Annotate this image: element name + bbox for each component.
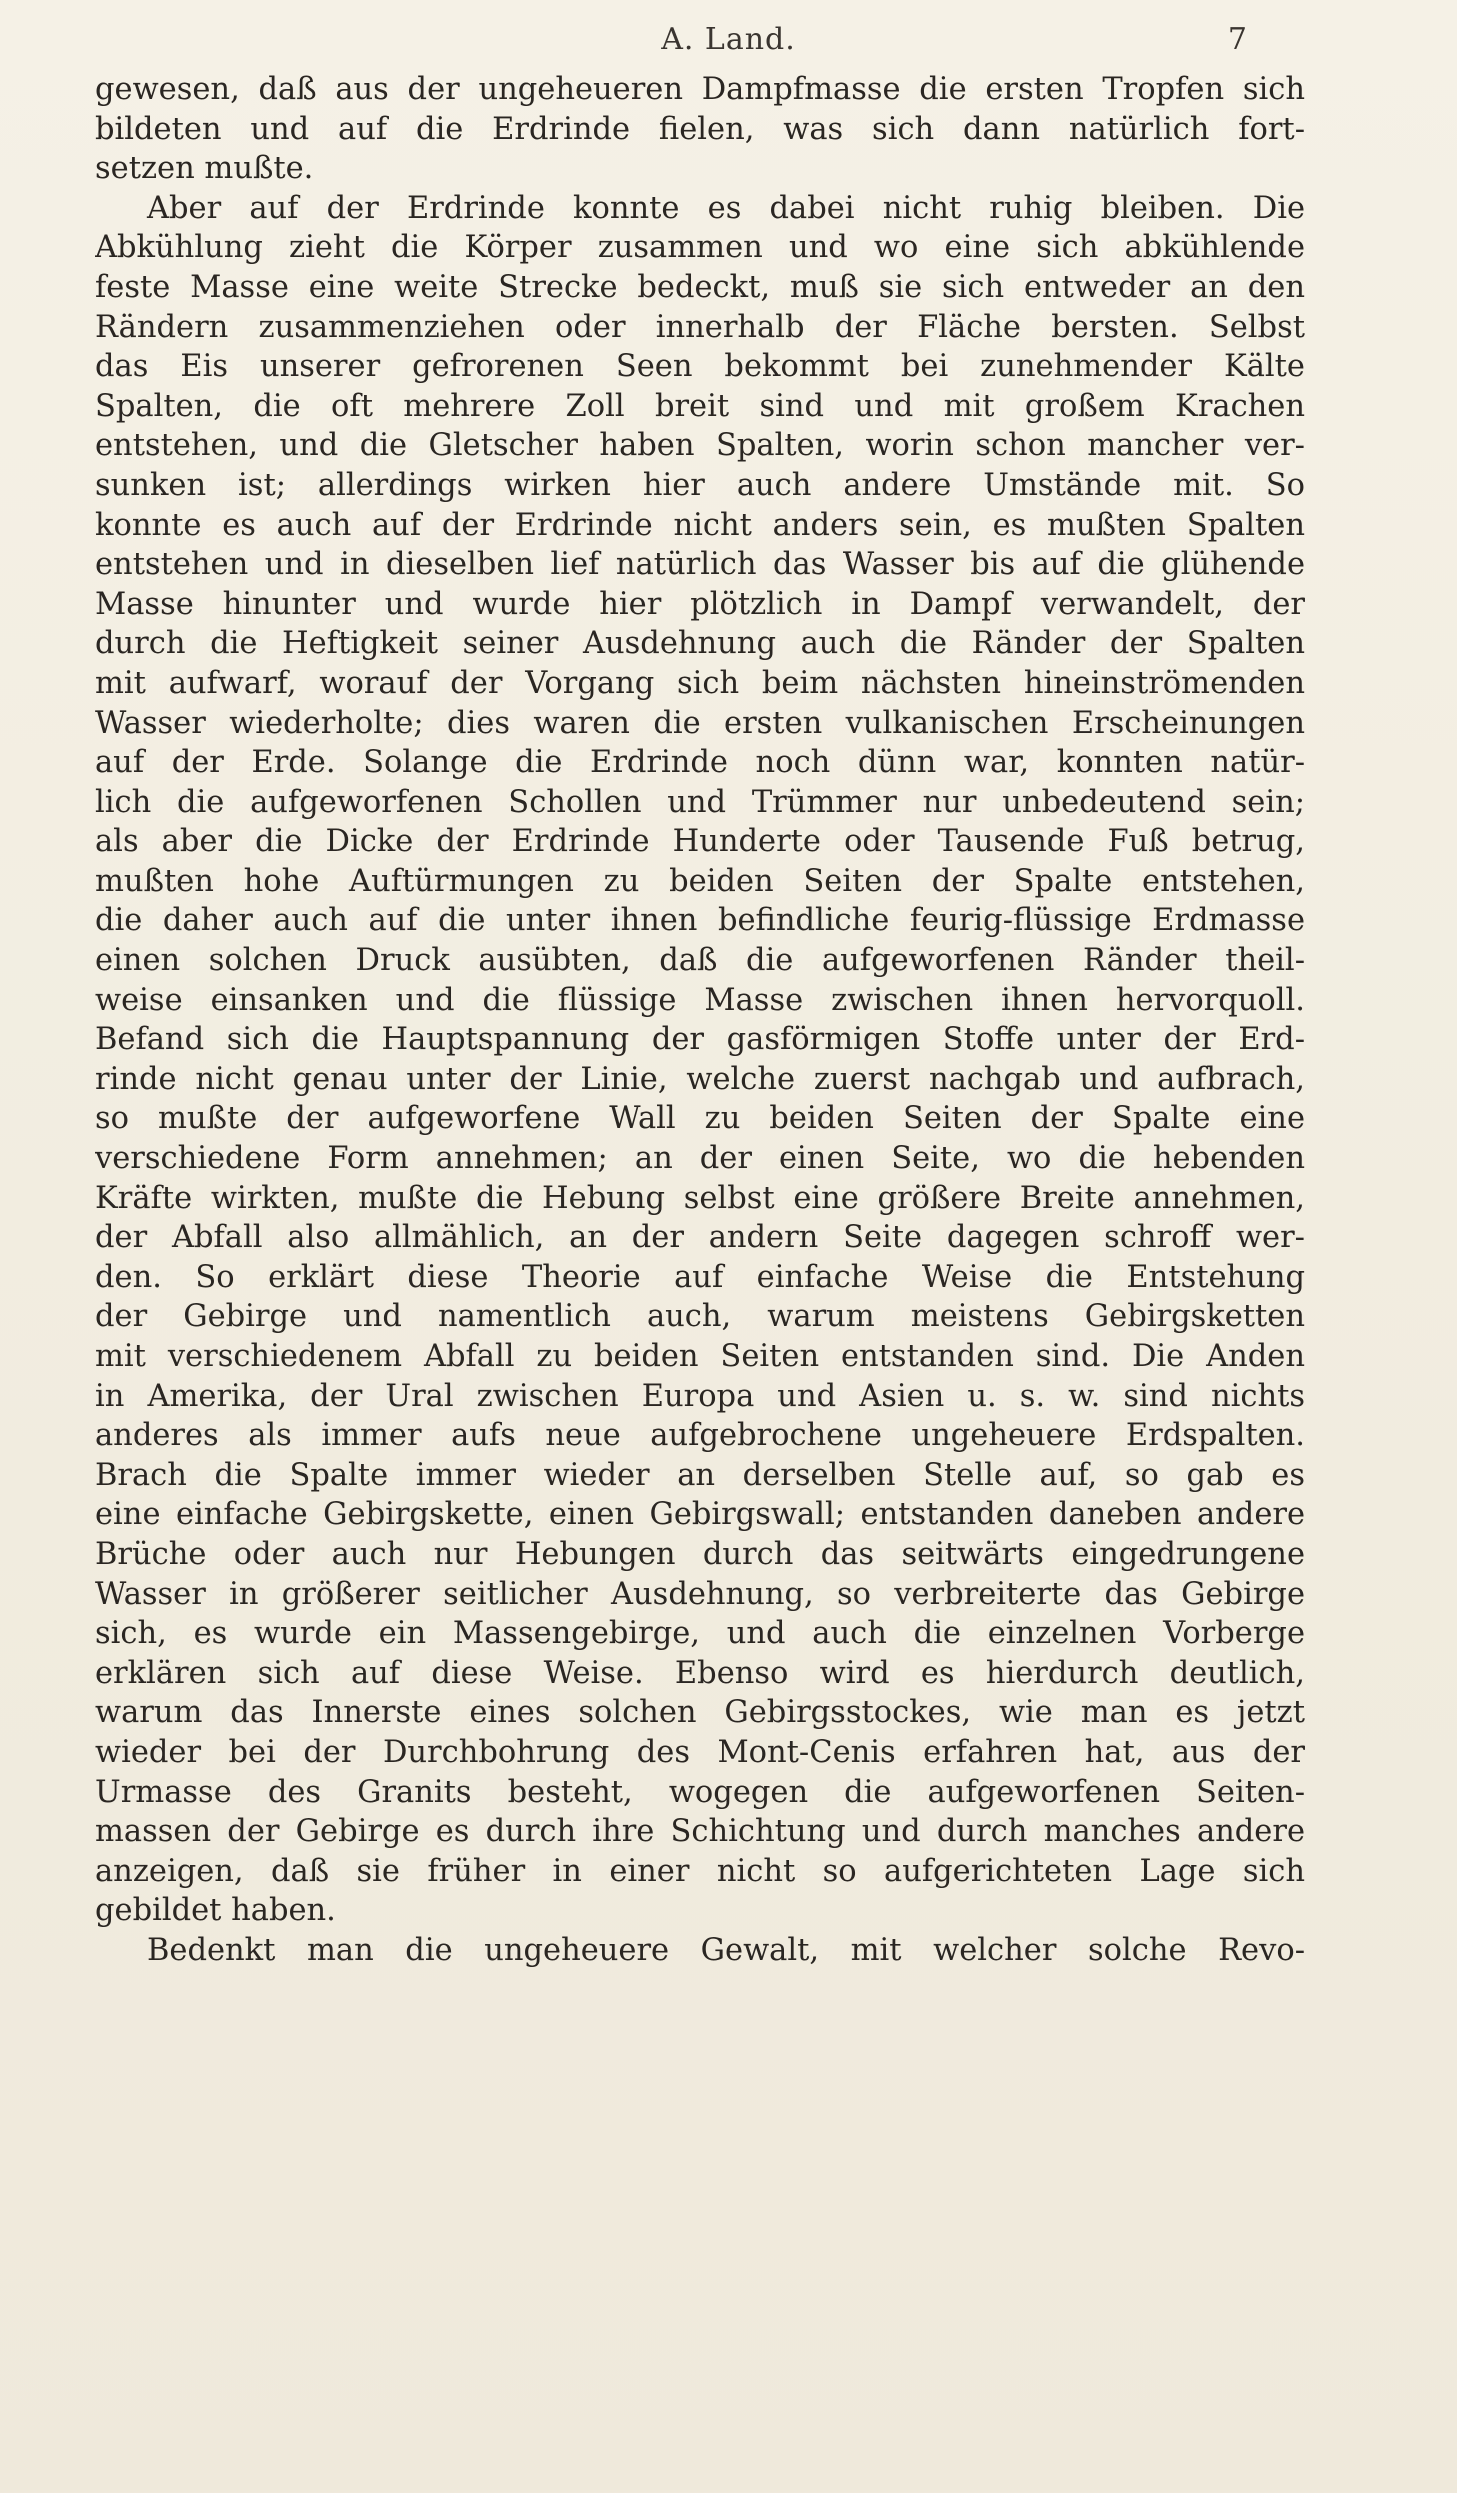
text-line: eine einfache Gebirgskette, einen Gebirgswall; entstanden daneben andere <box>95 1497 1305 1533</box>
text-line: setzen mußte. <box>95 151 314 187</box>
text-line: Wasser wiederholte; dies waren die ersten vulkanischen Erscheinungen <box>95 705 1305 741</box>
text-line: entstehen, und die Gletscher haben Spalten, worin schon mancher ver- <box>95 428 1305 464</box>
text-line: lich die aufgeworfenen Schollen und Trümmer nur unbedeutend sein; <box>95 784 1305 820</box>
text-line: bildeten und auf die Erdrinde fielen, was sich dann natürlich fort- <box>95 111 1305 147</box>
text-line: Kräfte wirkten, mußte die Hebung selbst eine größere Breite annehmen, <box>95 1180 1305 1216</box>
text-line: Brüche oder auch nur Hebungen durch das seitwärts eingedrungene <box>95 1536 1305 1572</box>
text-line: auf der Erde. Solange die Erdrinde noch dünn war, konnten natür- <box>95 745 1305 781</box>
text-line: Masse hinunter und wurde hier plötzlich in Dampf verwandelt, der <box>95 586 1305 622</box>
text-line: der Gebirge und namentlich auch, warum meistens Gebirgsketten <box>95 1299 1305 1335</box>
text-line: sunken ist; allerdings wirken hier auch andere Umstände mit. So <box>95 467 1305 503</box>
text-line: konnte es auch auf der Erdrinde nicht anders sein, es mußten Spalten <box>95 507 1305 543</box>
text-line: Rändern zusammenziehen oder innerhalb der Fläche bersten. Selbst <box>95 309 1305 345</box>
text-line: als aber die Dicke der Erdrinde Hunderte oder Tausende Fuß betrug, <box>95 824 1305 860</box>
text-line: mit verschiedenem Abfall zu beiden Seiten entstanden sind. Die Anden <box>95 1339 1305 1374</box>
text-line: rinde nicht genau unter der Linie, welche zuerst nachgab und aufbrach, <box>95 1061 1305 1097</box>
text-line: Abkühlung zieht die Körper zusammen und wo eine sich abkühlende <box>95 230 1305 266</box>
text-line: feste Masse eine weite Strecke bedeckt, muß sie sich entweder an den <box>95 269 1305 305</box>
text-line: erklären sich auf diese Weise. Ebenso wird es hierdurch deutlich, <box>95 1655 1305 1691</box>
text-line: Bedenkt man die ungeheuere Gewalt, mit welcher solche Revo- <box>147 1932 1305 1968</box>
text-line: anderes als immer aufs neue aufgebrochene ungeheuere Erdspalten. <box>95 1418 1305 1454</box>
text-line: so mußte der aufgeworfene Wall zu beiden Seiten der Spalte eine <box>95 1101 1305 1137</box>
text-line: gebildet haben. <box>95 1893 336 1929</box>
body-text <box>95 70 1305 1971</box>
text-line: Aber auf der Erdrinde konnte es dabei nicht ruhig bleiben. Die <box>147 190 1305 226</box>
text-line: den. So erklärt diese Theorie auf einfache Weise die Entstehung <box>95 1259 1305 1295</box>
text-line: wieder bei der Durchbohrung des Mont-Cenis erfahren hat, aus der <box>95 1734 1305 1770</box>
text-line: die daher auch auf die unter ihnen befindliche feurig-flüssige Erdmasse <box>95 903 1305 939</box>
text-line: weise einsanken und die flüssige Masse zwischen ihnen hervorquoll. <box>95 982 1305 1018</box>
running-title: A. Land. <box>661 22 796 57</box>
text-line: warum das Innerste eines solchen Gebirgsstockes, wie man es jetzt <box>95 1695 1305 1731</box>
text-line: Wasser in größerer seitlicher Ausdehnung, so verbreiterte das Gebirge <box>95 1576 1305 1612</box>
text-line: einen solchen Druck ausübten, daß die aufgeworfenen Ränder theil- <box>95 943 1305 979</box>
text-line: verschiedene Form annehmen; an der einen Seite, wo die hebenden <box>95 1141 1305 1177</box>
text-line: Brach die Spalte immer wieder an derselben Stelle auf, so gab es <box>95 1457 1305 1493</box>
text-line: sich, es wurde ein Massengebirge, und auch die einzelnen Vorberge <box>95 1616 1305 1652</box>
text-line: das Eis unserer gefrorenen Seen bekommt bei zunehmender Kälte <box>95 349 1305 385</box>
text-line: Spalten, die oft mehrere Zoll breit sind und mit großem Krachen <box>95 388 1305 424</box>
text-line: entstehen und in dieselben lief natürlich das Wasser bis auf die glühende <box>95 547 1305 583</box>
text-line: Urmasse des Granits besteht, wogegen die aufgeworfenen Seiten- <box>95 1774 1305 1810</box>
text-line: der Abfall also allmählich, an der andern Seite dagegen schroff wer- <box>95 1220 1305 1256</box>
page-number: 7 <box>1227 22 1247 57</box>
text-line: mußten hohe Auftürmungen zu beiden Seiten der Spalte entstehen, <box>95 863 1305 899</box>
text-line: massen der Gebirge es durch ihre Schichtung und durch manches andere <box>95 1814 1305 1850</box>
text-line: anzeigen, daß sie früher in einer nicht so aufgerichteten Lage sich <box>95 1853 1305 1889</box>
text-line: mit aufwarf, worauf der Vorgang sich beim nächsten hineinströmenden <box>95 665 1305 701</box>
text-line: gewesen, daß aus der ungeheueren Dampfmasse die ersten Tropfen sich <box>95 72 1305 107</box>
text-line: Befand sich die Hauptspannung der gasförmigen Stoffe unter der Erd- <box>95 1022 1305 1058</box>
running-head <box>0 22 1457 62</box>
text-line: durch die Heftigkeit seiner Ausdehnung auch die Ränder der Spalten <box>95 626 1305 662</box>
text-line: in Amerika, der Ural zwischen Europa und Asien u. s. w. sind nichts <box>95 1378 1305 1414</box>
